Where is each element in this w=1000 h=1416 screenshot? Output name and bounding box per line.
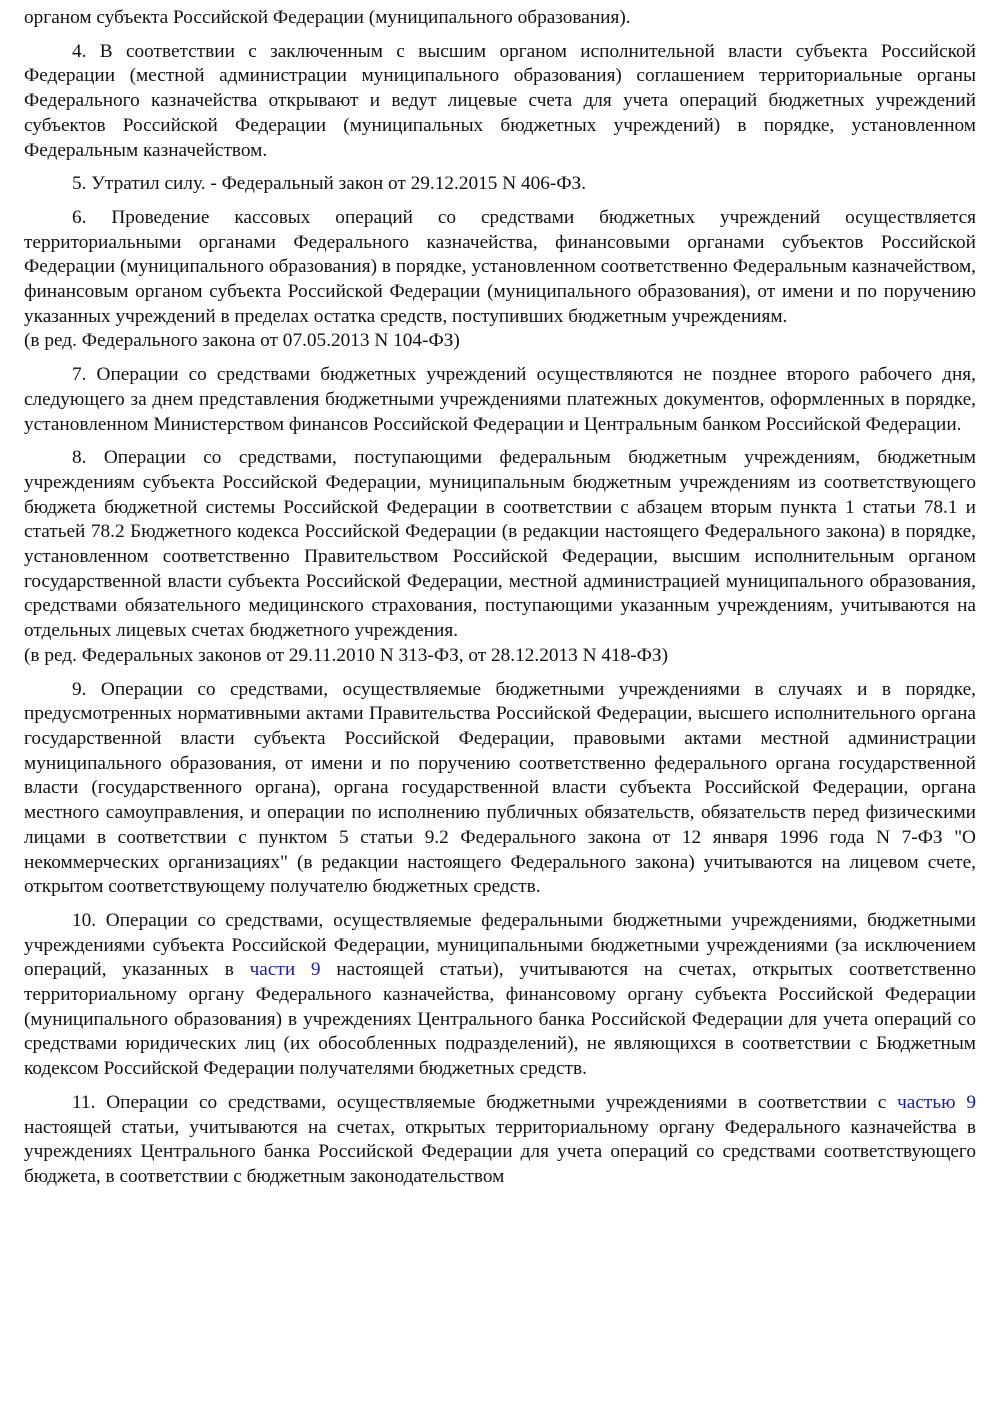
link-part-9[interactable]: части 9 (249, 959, 321, 981)
paragraph-9 (24, 678, 976, 900)
paragraph-text: 5. Утратил силу. - Федеральный закон от 29.12.2015 N 406-ФЗ. (72, 173, 587, 195)
amendment-note-8 (24, 644, 976, 669)
link-part-9[interactable]: частью 9 (897, 1091, 976, 1113)
paragraph-10 (24, 909, 976, 1082)
paragraph-text-after: настоящей статьи), учитываются на счетах, открытых соответственно территориальному органу Федерального казначейства, финансовому органу субъекта Российской Федерации (муниципального образования) в учреждениях Центрального банка Российской Федерации для учета операций со средствами юридических лиц (их обособленных подразделений), не являющихся в соответствии с Бюджетным кодексом Российской Федерации получателями бюджетных средств. (24, 959, 976, 1080)
paragraph-text-before: 11. Операции со средствами, осуществляемые бюджетными учреждениями в соответствии с (72, 1091, 898, 1113)
paragraph-3-end (24, 6, 976, 31)
paragraph-text: 4. В соответствии с заключенным с высшим органом исполнительной власти субъекта Российской Федерации (местной администрации муниципального образования) соглашением территориальные органы Федерального казначейства открывают и ведут лицевые счета для учета операций бюджетных учреждений субъектов Российской Федерации (муниципальных бюджетных учреждений) в порядке, установленном Федеральным казначейством. (24, 40, 976, 161)
paragraph-6 (24, 206, 976, 330)
paragraph-text: органом субъекта Российской Федерации (муниципального образования). (24, 7, 631, 28)
paragraph-text: 6. Проведение кассовых операций со средствами бюджетных учреждений осуществляется территориальными органами Федерального казначейства, финансовыми органами субъектов Российской Федерации (муниципального образования) в порядке, установленном соответственно Федеральным казначейством, финансовым органом субъекта Российской Федерации (муниципального образования), от имени и по поручению указанных учреждений в пределах остатка средств, поступивших бюджетным учреждениям. (24, 206, 976, 327)
paragraph-text: 9. Операции со средствами, осуществляемые бюджетными учреждениями в случаях и в порядке, предусмотренных нормативными актами Правительства Российской Федерации, высшего исполнительного органа государственной власти субъекта Российской Федерации, правовыми актами местной администрации муниципального образования, от имени и по поручению соответственно федерального органа государственной власти (государственного органа), органа государственной власти субъекта Российской Федерации, органа местного самоуправления, и операции по исполнению публичных обязательств, обязательств перед физическими лицами в соответствии с пунктом 5 статьи 9.2 Федерального закона от 12 января 1996 года N 7-ФЗ "О некоммерческих организациях" (в редакции настоящего Федерального закона) учитываются на лицевом счете, открытом соответствующему получателю бюджетных средств. (24, 678, 976, 898)
note-text: (в ред. Федеральных законов от 29.11.2010 N 313-ФЗ, от 28.12.2013 N 418-ФЗ) (24, 644, 668, 666)
paragraph-8 (24, 446, 976, 644)
paragraph-text: 8. Операции со средствами, поступающими федеральным бюджетным учреждениям, бюджетным учреждениям субъекта Российской Федерации, муниципальным бюджетным учреждениям из соответствующего бюджета бюджетной системы Российской Федерации в соответствии с абзацем вторым пункта 1 статьи 78.1 и статьей 78.2 Бюджетного кодекса Российской Федерации (в редакции настоящего Федерального закона) в порядке, установленном соответственно Правительством Российской Федерации, высшим исполнительным органом государственной власти субъекта Российской Федерации, местной администрацией муниципального образования, средствами обязательного медицинского страхования, поступающими указанным учреждениям, учитываются на отдельных лицевых счетах бюджетного учреждения. (24, 447, 976, 642)
paragraph-11 (24, 1091, 976, 1190)
paragraph-text-before: 10. Операции со средствами, осуществляемые федеральными бюджетными учреждениями, бюджетными учреждениями субъекта Российской Федерации, муниципальными бюджетными учреждениями (за исключением операций, указанных в (24, 909, 976, 981)
amendment-note-6 (24, 329, 976, 354)
document-page (24, 6, 976, 1199)
paragraph-text-after: настоящей статьи, учитываются на счетах, открытых территориальному органу Федерального казначейства в учреждениях Центрального банка Российской Федерации для учета операций со средствами соответствующего бюджета, в соответствии с бюджетным законодательством (24, 1116, 976, 1187)
note-text: (в ред. Федерального закона от 07.05.2013 N 104-ФЗ) (24, 330, 460, 352)
paragraph-text: 7. Операции со средствами бюджетных учреждений осуществляются не позднее второго рабочего дня, следующего за днем представления бюджетными учреждениями платежных документов, оформленных в порядке, установленном Министерством финансов Российской Федерации и Центральным банком Российской Федерации. (24, 364, 976, 435)
paragraph-7 (24, 363, 976, 437)
paragraph-4 (24, 40, 976, 164)
paragraph-5 (24, 172, 976, 197)
